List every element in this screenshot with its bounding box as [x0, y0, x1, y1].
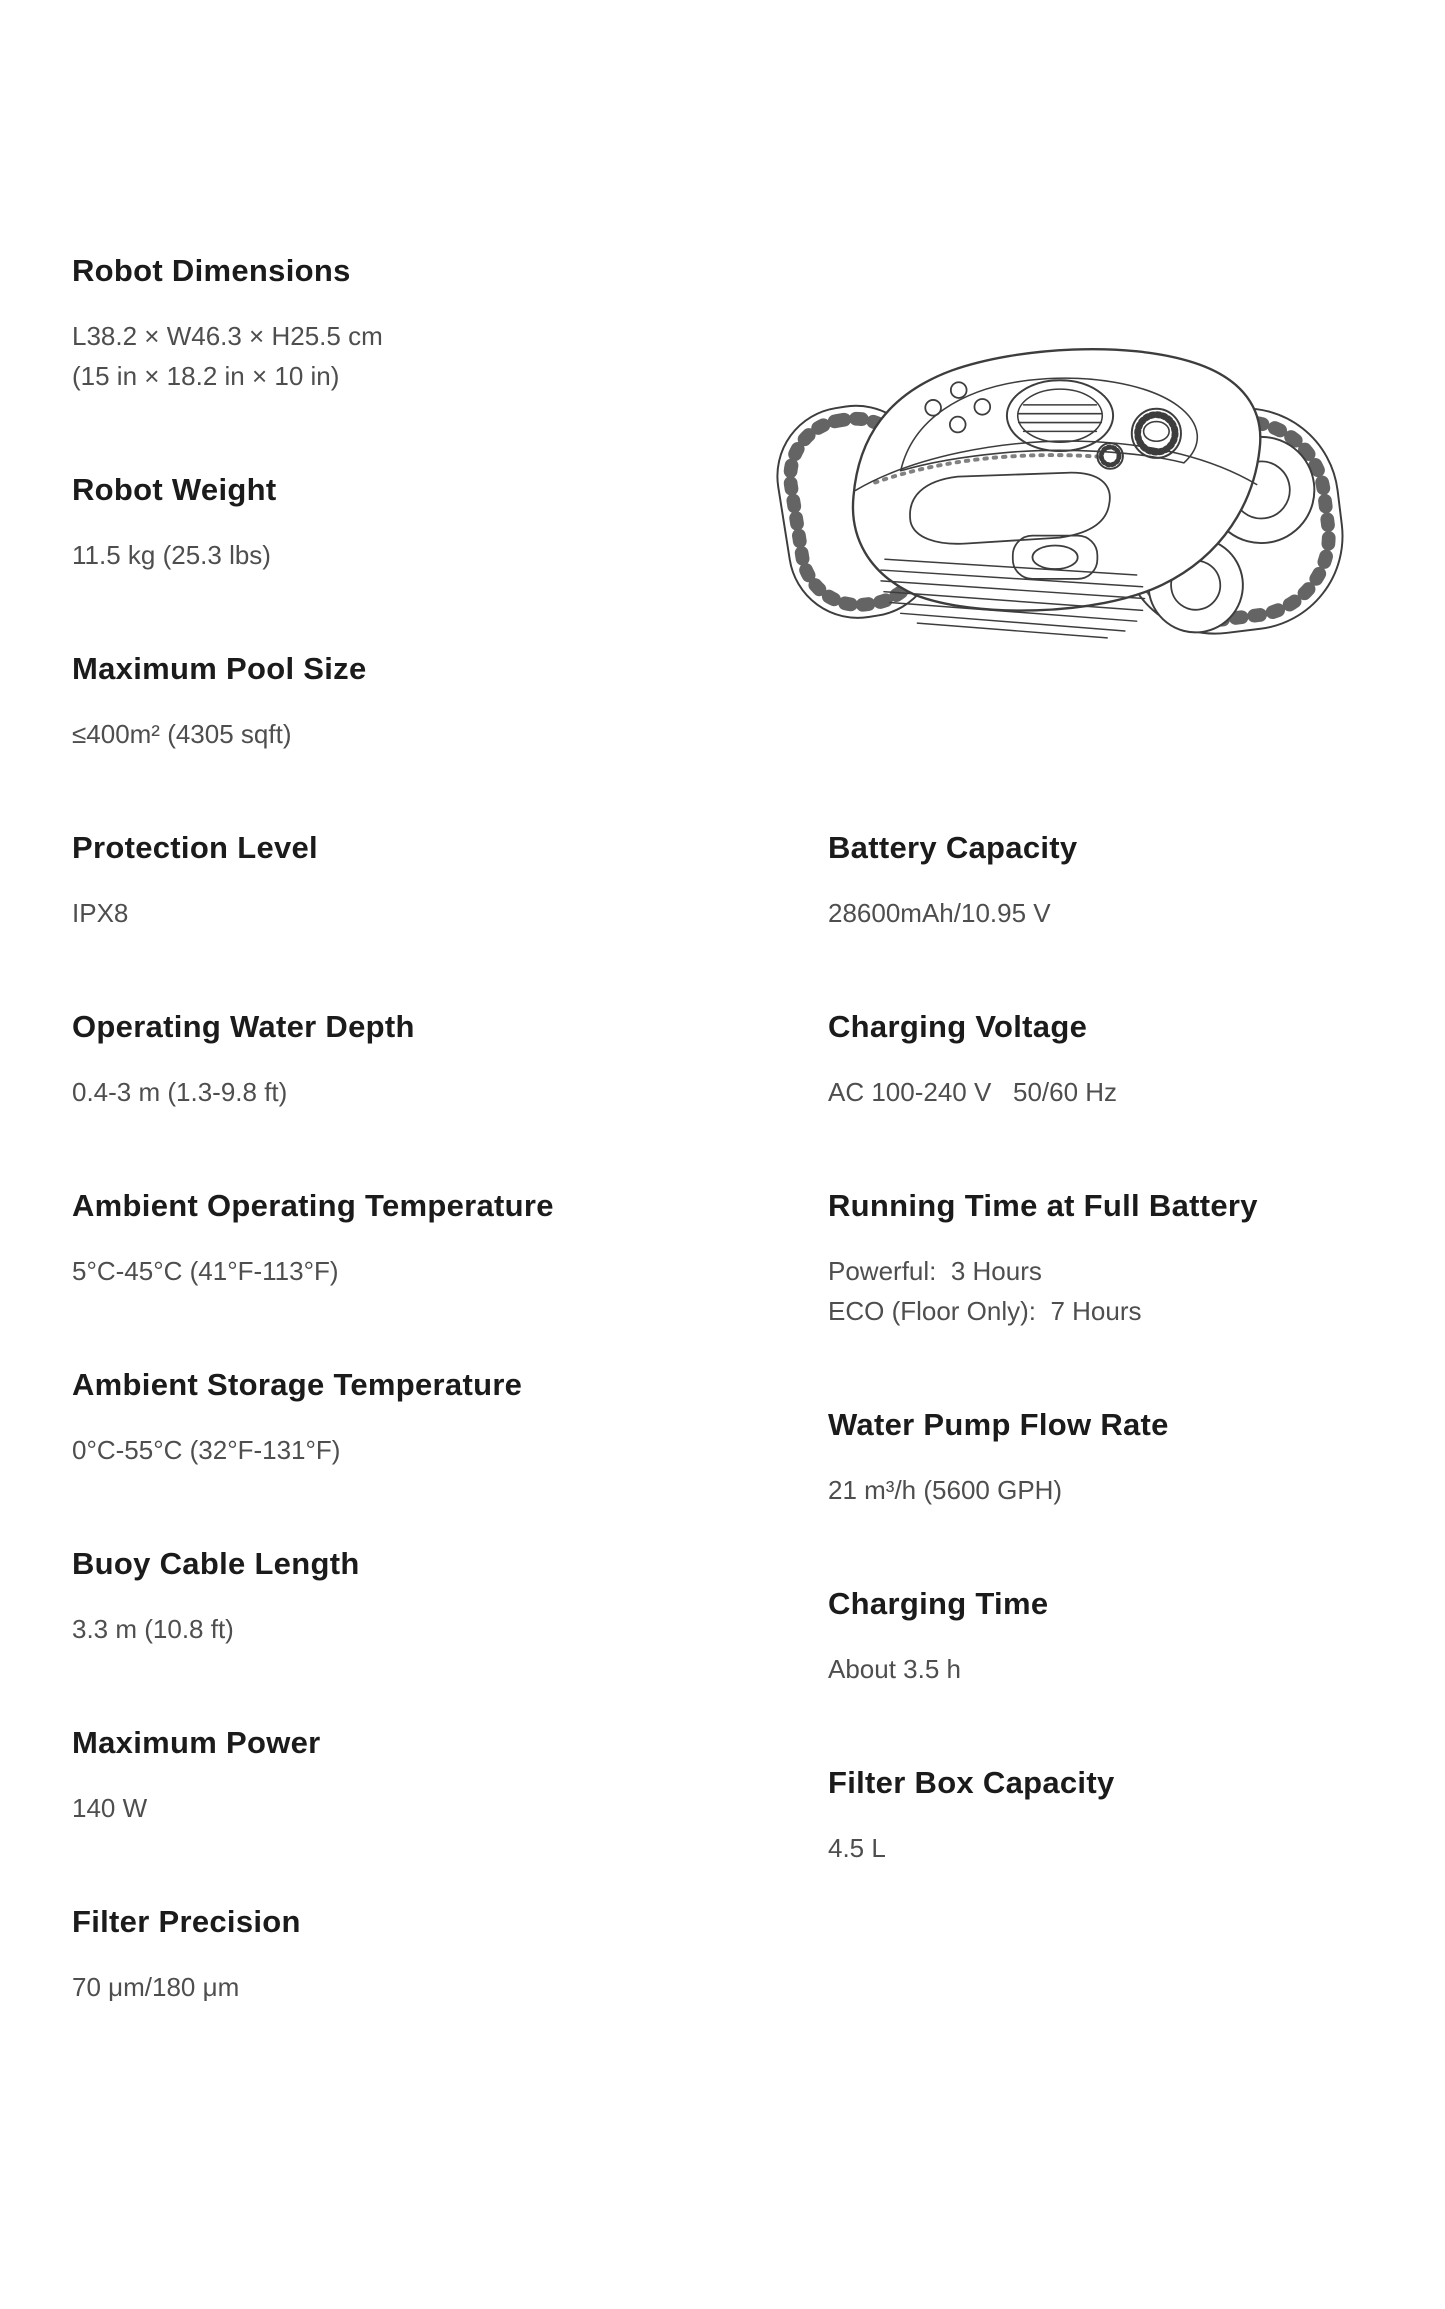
spec-label: Robot Dimensions — [72, 253, 351, 288]
spec-label: Charging Time — [828, 1586, 1049, 1621]
spec-value: 4.5 L — [828, 1833, 886, 1863]
spec-running-time — [828, 1187, 1388, 1331]
spec-label: Filter Precision — [72, 1904, 301, 1939]
spec-buoy-cable-length — [72, 1545, 732, 1649]
spec-value: 0.4-3 m (1.3-9.8 ft) — [72, 1077, 288, 1107]
spec-ambient-operating-temperature — [72, 1187, 732, 1291]
spec-value: AC 100-240 V 50/60 Hz — [828, 1077, 1118, 1107]
spec-value: 3.3 m (10.8 ft) — [72, 1614, 234, 1644]
spec-value: 28600mAh/10.95 V — [828, 898, 1051, 928]
spec-value: About 3.5 h — [828, 1654, 961, 1684]
spec-label: Maximum Power — [72, 1725, 321, 1760]
spec-label: Ambient Operating Temperature — [72, 1188, 554, 1223]
spec-value: Powerful: 3 Hours — [828, 1256, 1042, 1286]
spec-value: ≤400m² (4305 sqft) — [72, 719, 292, 749]
spec-value: 11.5 kg (25.3 lbs) — [72, 540, 271, 570]
spec-label: Charging Voltage — [828, 1009, 1088, 1044]
spec-charging-voltage — [828, 1008, 1388, 1112]
spec-label: Ambient Storage Temperature — [72, 1367, 523, 1402]
spec-water-pump-flow-rate — [828, 1406, 1388, 1510]
spec-label: Filter Box Capacity — [828, 1765, 1115, 1800]
spec-value: 5°C-45°C (41°F-113°F) — [72, 1256, 339, 1286]
spec-robot-weight — [72, 471, 732, 575]
spec-label: Battery Capacity — [828, 830, 1078, 865]
spec-protection-level — [72, 829, 732, 933]
spec-maximum-power — [72, 1724, 732, 1828]
spec-value: 140 W — [72, 1793, 148, 1823]
spec-value: (15 in × 18.2 in × 10 in) — [72, 361, 340, 391]
spec-value: IPX8 — [72, 898, 129, 928]
spec-operating-water-depth — [72, 1008, 732, 1112]
robot-illustration — [765, 268, 1355, 642]
spec-value: 70 μm/180 μm — [72, 1972, 240, 2002]
spec-column-left — [72, 252, 732, 2007]
spec-label: Protection Level — [72, 830, 318, 865]
pool-robot-line-art — [765, 268, 1355, 642]
spec-filter-box-capacity — [828, 1764, 1388, 1868]
spec-label: Water Pump Flow Rate — [828, 1407, 1169, 1442]
spec-label: Maximum Pool Size — [72, 651, 367, 686]
spec-label: Buoy Cable Length — [72, 1546, 360, 1581]
spec-battery-capacity — [828, 829, 1388, 933]
spec-charging-time — [828, 1585, 1388, 1689]
spec-label: Running Time at Full Battery — [828, 1188, 1258, 1223]
spec-label: Operating Water Depth — [72, 1009, 415, 1044]
spec-value: L38.2 × W46.3 × H25.5 cm — [72, 321, 383, 351]
spec-value: 0°C-55°C (32°F-131°F) — [72, 1435, 341, 1465]
spec-label: Robot Weight — [72, 472, 277, 507]
spec-column-right — [828, 829, 1388, 1868]
spec-ambient-storage-temperature — [72, 1366, 732, 1470]
spec-robot-dimensions — [72, 252, 732, 396]
spec-value: ECO (Floor Only): 7 Hours — [828, 1296, 1142, 1326]
spec-value: 21 m³/h (5600 GPH) — [828, 1475, 1063, 1505]
spec-filter-precision — [72, 1903, 732, 2007]
spec-maximum-pool-size — [72, 650, 732, 754]
